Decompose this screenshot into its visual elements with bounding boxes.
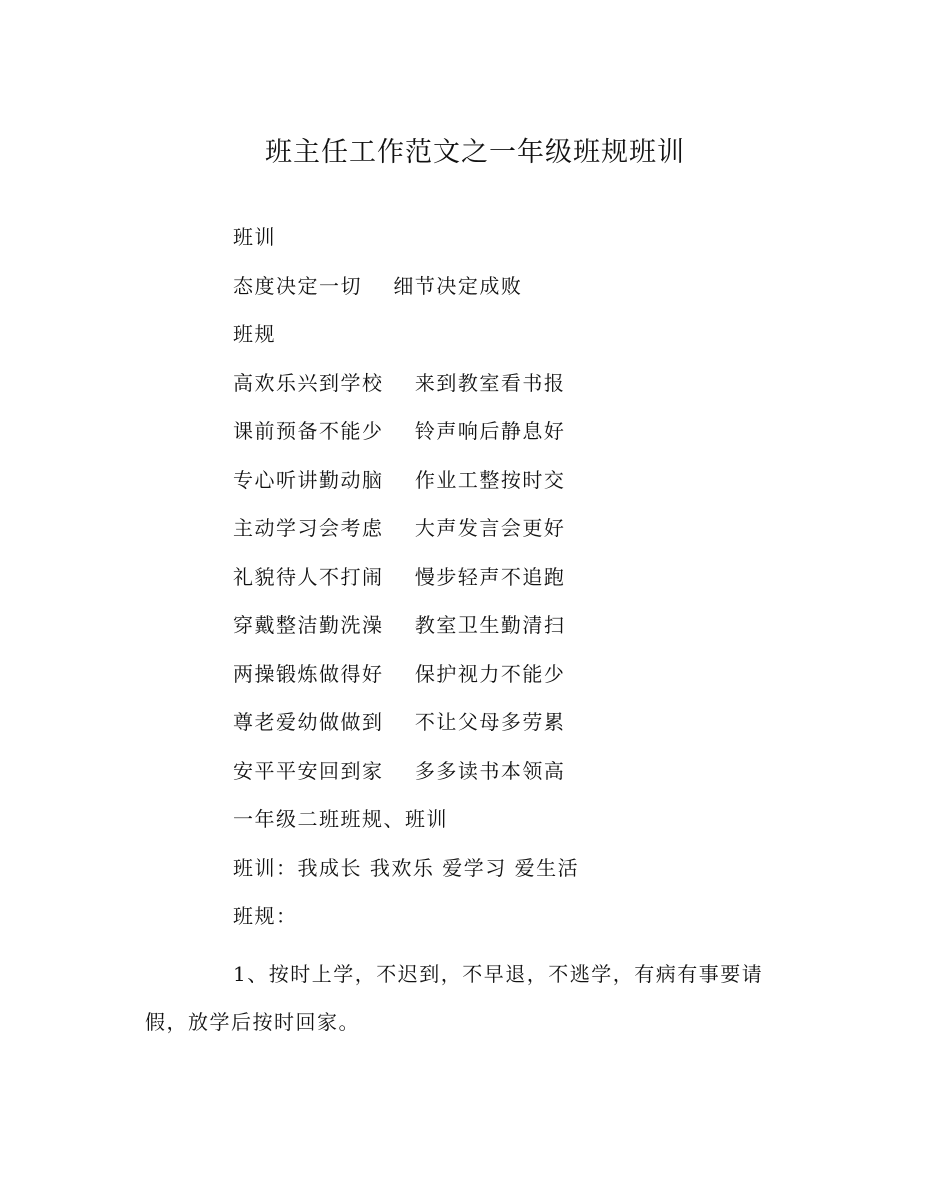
line-class-motto-2: 班训：我成长 我欢乐 爱学习 爱生活 — [233, 855, 580, 880]
line-rule-verse-5: 礼貌待人不打闹 慢步轻声不追跑 — [233, 564, 566, 589]
rule-paragraph-1: 1、按时上学，不迟到，不早退，不逃学，有病有事要请假，放学后按时回家。 — [145, 962, 764, 1034]
content-lines — [233, 222, 579, 950]
line-rule-verse-7: 两操锻炼做得好 保护视力不能少 — [233, 661, 566, 686]
document-title: 班主任工作范文之一年级班规班训 — [265, 137, 685, 168]
line-rule-verse-1: 高欢乐兴到学校 来到教室看书报 — [233, 370, 566, 395]
line-rule-verse-2: 课前预备不能少 铃声响后静息好 — [233, 419, 566, 443]
line-section-heading: 一年级二班班规、班训 — [233, 807, 448, 831]
line-rule-verse-6: 穿戴整洁勤洗澡 教室卫生勤清扫 — [233, 613, 566, 637]
line-rule-verse-8: 尊老爱幼做做到 不让父母多劳累 — [233, 710, 566, 734]
line-class-motto-heading: 班训 — [233, 225, 276, 249]
line-class-rules-heading: 班规 — [233, 322, 276, 346]
line-class-motto: 态度决定一切 细节决定成败 — [233, 273, 523, 298]
line-rule-verse-3: 专心听讲勤动脑 作业工整按时交 — [233, 467, 566, 492]
line-rule-verse-4: 主动学习会考虑 大声发言会更好 — [233, 516, 566, 540]
line-rule-verse-9: 安平平安回到家 多多读书本领高 — [233, 758, 566, 783]
line-class-rules-heading-2: 班规： — [233, 904, 298, 928]
